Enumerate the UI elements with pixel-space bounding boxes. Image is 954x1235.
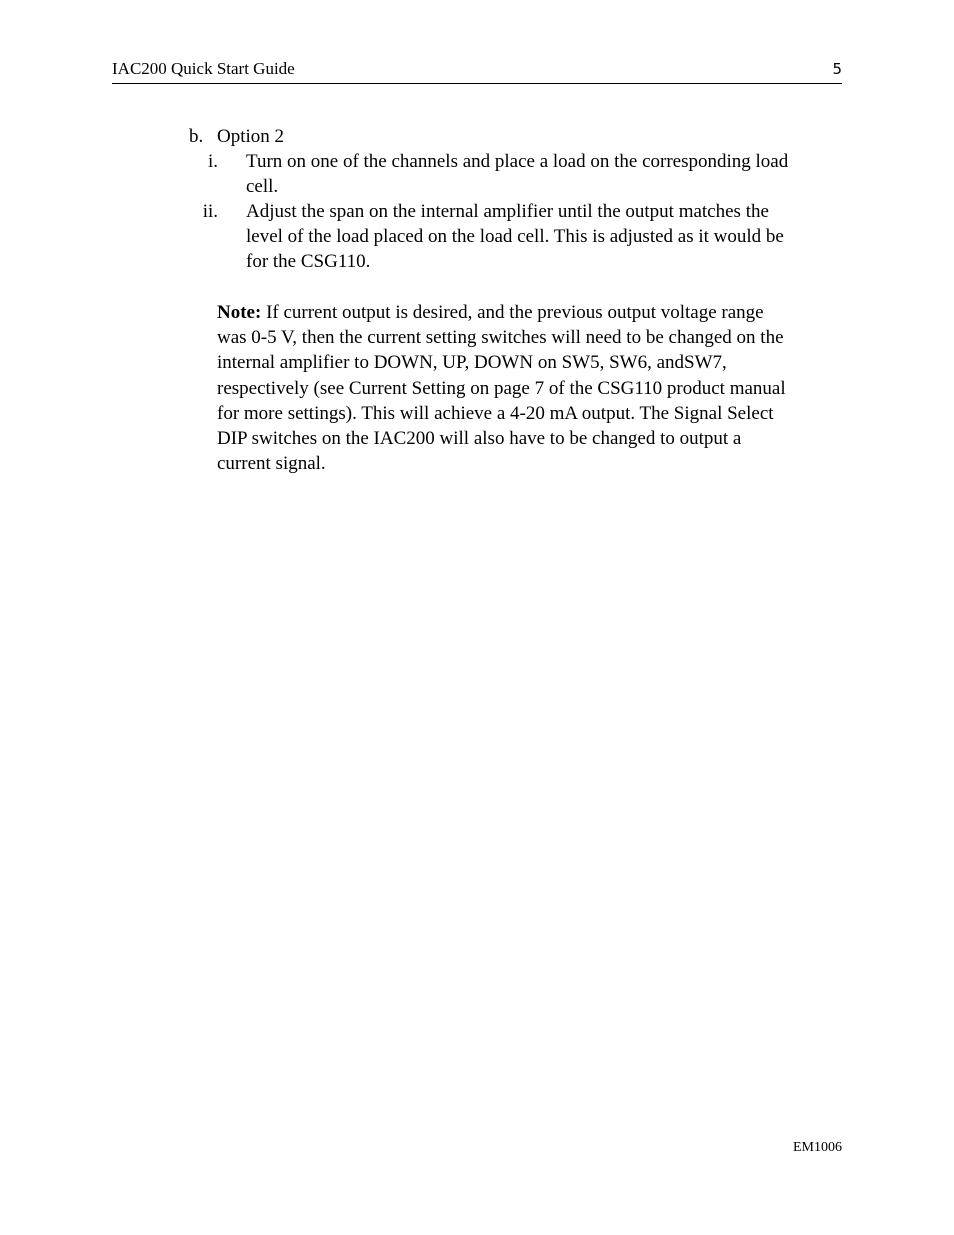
note-line-5: for more settings). This will achieve a 4-20 mA output. The Signal Select	[217, 402, 774, 424]
step-ii-line-1: Adjust the span on the internal amplifier until the output matches the	[246, 201, 769, 222]
option-b-marker: b.	[189, 126, 204, 147]
note-line-7: current signal.	[217, 453, 326, 475]
option-b-label: Option 2	[217, 126, 285, 147]
option-b-item	[189, 124, 284, 149]
note-line-1	[217, 300, 842, 325]
step-i-line-1: Turn on one of the channels and place a load on the corresponding load	[246, 151, 789, 172]
note-label: Note:	[217, 302, 262, 323]
step-i-line-2: cell.	[246, 176, 279, 198]
page-header	[112, 57, 842, 84]
step-ii-text	[246, 199, 846, 275]
step-ii-line-2: level of the load placed on the load cell. This is adjusted as it would be	[246, 226, 784, 248]
step-ii-line-3: for the CSG110.	[246, 251, 371, 273]
document-title: IAC200 Quick Start Guide	[112, 59, 295, 78]
note-line-3: internal amplifier to DOWN, UP, DOWN on SW5, SW6, andSW7,	[217, 352, 727, 374]
note-paragraph	[217, 300, 842, 476]
document-code: EM1006	[793, 1140, 842, 1155]
step-i-text	[246, 149, 846, 199]
page-number: 5	[832, 60, 842, 78]
note-line-6: DIP switches on the IAC200 will also have to be changed to output a	[217, 428, 742, 450]
note-line-2: was 0-5 V, then the current setting switches will need to be changed on the	[217, 327, 784, 349]
step-i-marker: i.	[207, 151, 218, 172]
note-line-1-text: If current output is desired, and the previous output voltage range	[261, 302, 764, 323]
step-ii-marker: ii.	[202, 201, 218, 222]
note-line-4: respectively (see Current Setting on page 7 of the CSG110 product manual	[217, 377, 786, 399]
